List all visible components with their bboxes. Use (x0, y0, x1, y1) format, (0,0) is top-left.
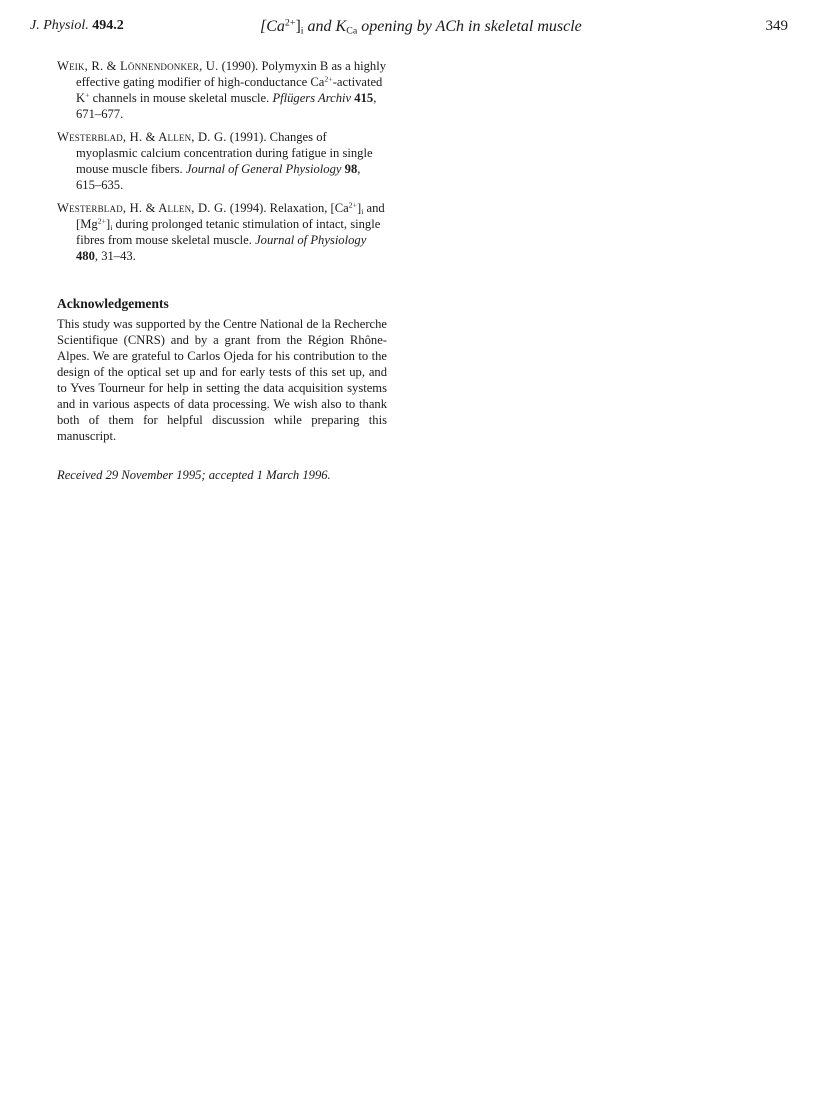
running-title-sub: i (300, 25, 304, 37)
reference-authors: Westerblad, H. & Allen, D. G. (57, 201, 227, 215)
text-column (57, 58, 387, 496)
reference-year: (1991). (226, 130, 267, 144)
reference-title: Relaxation, [Ca (266, 201, 349, 215)
reference-volume: 480 (76, 249, 95, 263)
reference-title: ] (357, 201, 362, 215)
reference-pages: , 615–635. (76, 162, 361, 192)
reference-item (57, 129, 387, 193)
reference-journal: Pflügers Archiv (272, 91, 352, 105)
page-number: 349 (765, 18, 788, 34)
reference-title: during prolonged tetanic stimulation of intact, single fibres from mouse skeletal muscle. (76, 217, 381, 247)
reference-year: (1994). (226, 201, 267, 215)
reference-title: channels in mouse skeletal muscle. (89, 91, 273, 105)
volume-issue: 494.2 (92, 18, 124, 33)
reference-year: (1990). (218, 59, 259, 73)
reference-title: ] (106, 217, 111, 231)
reference-item (57, 200, 387, 264)
reference-volume: 415 (354, 91, 374, 105)
reference-sub: i (110, 222, 113, 232)
reference-pages: , 671–677. (76, 91, 377, 121)
reference-authors: Westerblad, H. & Allen, D. G. (57, 130, 227, 144)
running-title-part: [Ca (260, 18, 285, 35)
reference-title: Changes of myoplasmic calcium concentration during fatigue in single mouse muscle fibers. (76, 130, 373, 176)
running-title-sub: Ca (346, 25, 358, 37)
reference-journal: Journal of General Physiology (185, 162, 342, 176)
reference-volume: 98 (344, 162, 358, 176)
reference-sup: 2+ (324, 74, 333, 84)
reference-title: Polymyxin B as a highly effective gating modifier of high-conductance Ca (76, 59, 387, 89)
journal-name: J. Physiol. (30, 18, 89, 33)
reference-sub: i (361, 206, 364, 216)
reference-title: -activated K (76, 75, 383, 105)
running-title-part: opening by ACh in skeletal muscle (357, 18, 582, 35)
received-date: Received 29 November 1995; accepted 1 March 1996. (57, 468, 331, 482)
acknowledgements-heading: Acknowledgements (57, 296, 169, 311)
reference-sup: 2+ (97, 216, 106, 226)
running-header (30, 18, 788, 38)
running-title-part: and K (303, 18, 347, 35)
reference-pages: , 31–43. (94, 249, 136, 263)
reference-item (57, 58, 387, 122)
reference-title: and [Mg (76, 201, 385, 231)
journal-citation (30, 18, 124, 34)
acknowledgements-text: This study was supported by the Centre National de la Recherche Scientifique (CNRS) and by a grant from the Région Rhône-Alpes. We are grateful to Carlos Ojeda for his contribution to the design of the optical set up and for early tests of this set up, and to Yves Tourneur for help in setting the data acquisition systems and in various aspects of data processing. We wish also to thank both of them for helpful discussion while preparing this manuscript. (57, 317, 387, 443)
reference-authors: Weik, R. & Lönnendonker, U. (57, 59, 219, 73)
reference-sup: 2+ (348, 200, 358, 210)
reference-journal: Journal of Physiology (255, 233, 367, 247)
reference-sup: + (85, 90, 90, 100)
running-title: $[Ca^{2+}]_i$ and $K_{Ca}$ opening by ACh in skeletal muscle (260, 17, 582, 37)
running-title-sup: 2+ (284, 17, 296, 29)
